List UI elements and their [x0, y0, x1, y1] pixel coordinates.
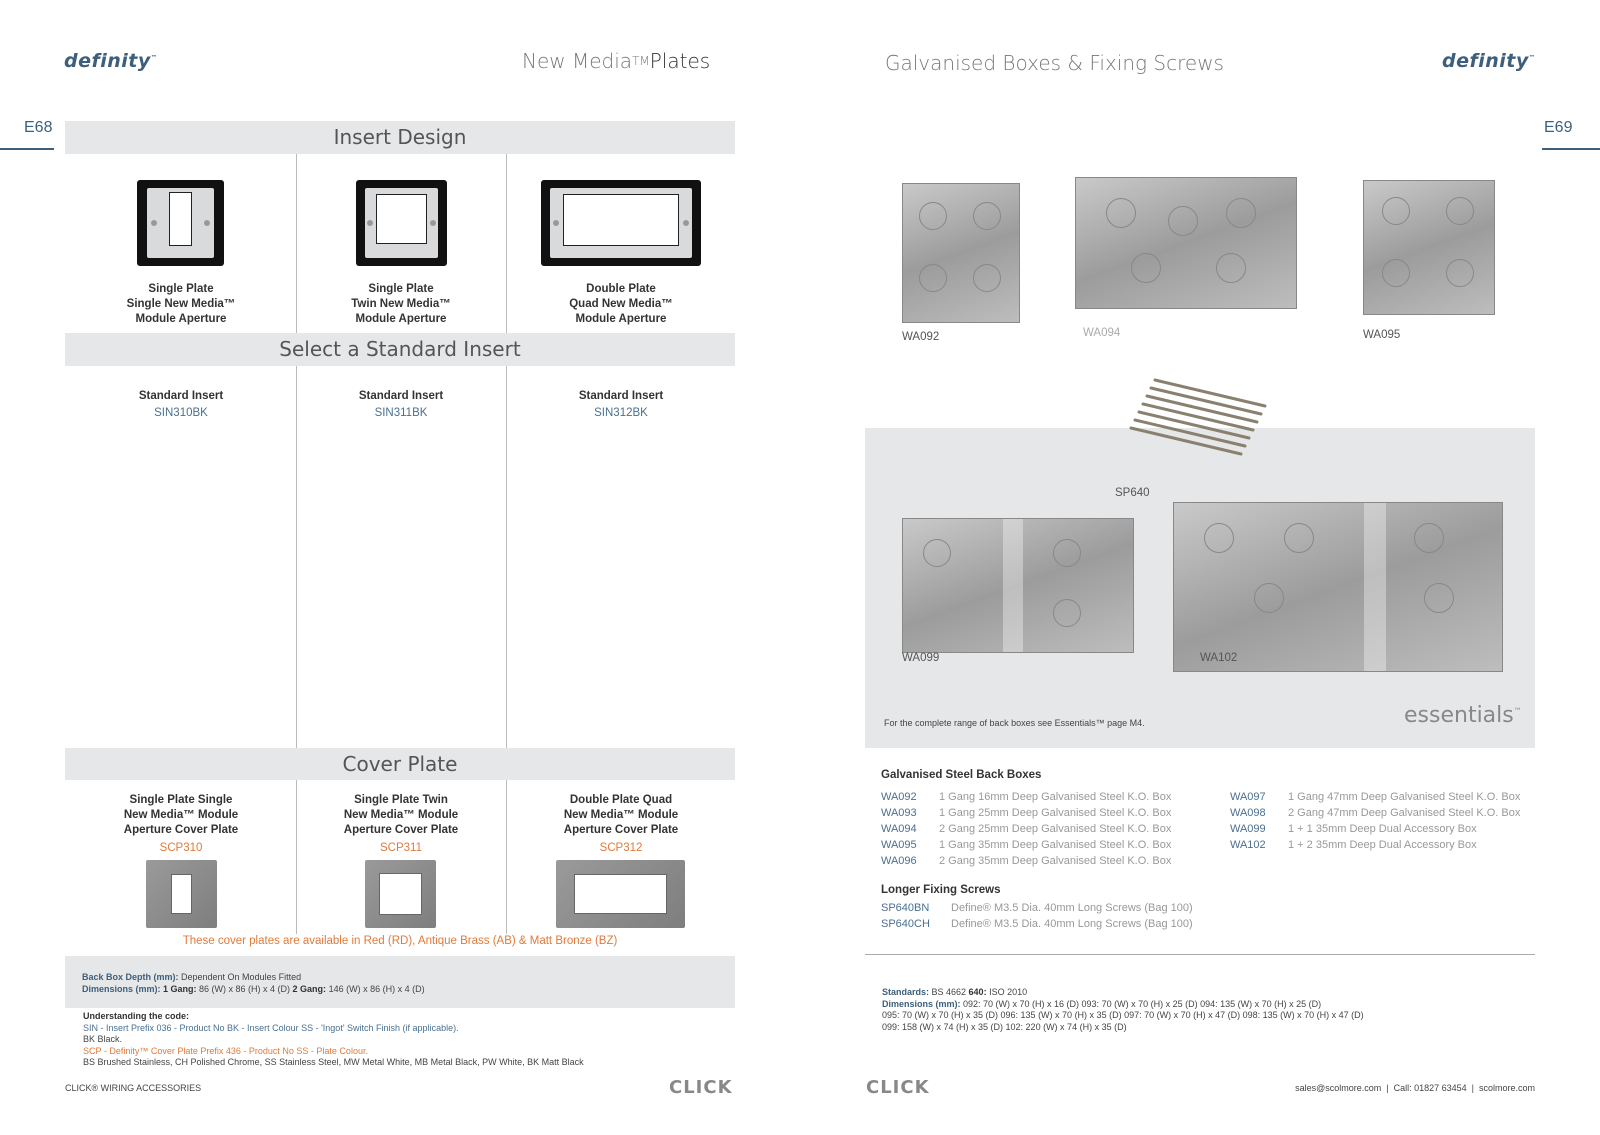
- standard-insert-label-3: Standard Insert: [578, 390, 664, 402]
- list-item: WA092 1 Gang 16mm Deep Galvanised Steel K.O. Box: [881, 791, 1172, 803]
- back-boxes-list-left: [881, 789, 1171, 869]
- definity-logo-right: definity™: [1442, 50, 1536, 72]
- list-item: SP640BN Define® M3.5 Dia. 40mm Long Screws (Bag 100): [881, 902, 1193, 914]
- code-explanation: Understanding the code: SIN - Insert Prefix 036 - Product No BK - Insert Colour SS - 'Ingot' Switch Finish (if applicable). BK Black. SCP - Definity™ Cover Plate Prefix 436 - Product No SS - Plate Colour. BS Brushed Stainless, CH Polished Chrome, SS Stainless Steel, MW Metal White, MB Metal Black, PW White, BK Matt Black: [83, 1011, 584, 1067]
- insert-caption-3: Double Plate Quad New Media™ Module Aperture: [569, 283, 673, 325]
- footer-left: CLICK® WIRING ACCESSORIES: [65, 1083, 202, 1093]
- column-divider: [296, 154, 297, 334]
- page-title-left: New MediaTMPlates: [522, 49, 711, 73]
- cover-code-1: SCP310: [159, 842, 203, 854]
- page-number-right: E69: [1544, 119, 1573, 136]
- list-item: WA099 1 + 1 35mm Deep Dual Accessory Box: [1230, 823, 1477, 835]
- fixing-screws-list: [881, 900, 1193, 932]
- list-item: WA098 2 Gang 47mm Deep Galvanised Steel K.O. Box: [1230, 807, 1521, 819]
- single-aperture-insert-image: [137, 180, 224, 266]
- quad-cover-plate-image: [556, 860, 685, 928]
- page-title-right: Galvanised Boxes & Fixing Screws: [885, 51, 1224, 75]
- dimensions-panel: [65, 956, 735, 1008]
- wa095-label: WA095: [1363, 329, 1401, 341]
- single-cover-plate-image: [146, 860, 217, 928]
- colour-availability-note: These cover plates are available in Red (RD), Antique Brass (AB) & Matt Bronze (BZ): [182, 935, 618, 947]
- definity-logo-left: definity™: [64, 50, 158, 72]
- section-insert-design: Insert Design: [65, 121, 735, 154]
- wa102-box-image: [1173, 502, 1503, 672]
- list-item: WA102 1 + 2 35mm Deep Dual Accessory Box: [1230, 839, 1477, 851]
- dimensions-line: Dimensions (mm): 1 Gang: 86 (W) x 86 (H) x 4 (D) 2 Gang: 146 (W) x 86 (H) x 4 (D): [82, 983, 425, 994]
- back-boxes-heading: Galvanised Steel Back Boxes: [881, 769, 1042, 781]
- list-item: WA094 2 Gang 25mm Deep Galvanised Steel K.O. Box: [881, 823, 1172, 835]
- column-divider: [296, 780, 297, 934]
- column-divider: [506, 366, 507, 748]
- list-item: WA097 1 Gang 47mm Deep Galvanised Steel K.O. Box: [1230, 791, 1521, 803]
- page-number-left: E68: [24, 119, 53, 136]
- column-divider: [506, 154, 507, 334]
- insert-caption-2: Single Plate Twin New Media™ Module Aperture: [351, 283, 451, 325]
- page-number-rule-right: [1542, 148, 1600, 150]
- list-item: SP640CH Define® M3.5 Dia. 40mm Long Screws (Bag 100): [881, 918, 1193, 930]
- wa092-box-image: [902, 183, 1020, 323]
- column-divider: [506, 780, 507, 934]
- fixing-screws-heading: Longer Fixing Screws: [881, 884, 1001, 896]
- twin-aperture-insert-image: [356, 180, 447, 266]
- section-select-standard-insert: Select a Standard Insert: [65, 333, 735, 366]
- quad-aperture-insert-image: [541, 180, 701, 266]
- twin-cover-plate-image: [365, 860, 436, 928]
- cover-caption-2: Single Plate Twin New Media™ Module Aperture Cover Plate: [343, 794, 459, 836]
- standard-insert-code-3: SIN312BK: [594, 407, 648, 419]
- list-item: WA093 1 Gang 25mm Deep Galvanised Steel K.O. Box: [881, 807, 1172, 819]
- back-box-range-note: For the complete range of back boxes see Essentials™ page M4.: [884, 718, 1145, 728]
- sp640-screws-image: [1125, 376, 1270, 461]
- back-boxes-list-right: [1230, 789, 1520, 853]
- cover-caption-3: Double Plate Quad New Media™ Module Aperture Cover Plate: [563, 794, 679, 836]
- standards-and-dimensions: Standards: BS 4662 640: ISO 2010 Dimensions (mm): 092: 70 (W) x 70 (H) x 16 (D) 093: 70 (W) x 70 (H) x 25 (D) 094: 135 (W) x 70 (H) x 25 (D) 095: 70 (W) x 70 (H) x 35 (D) 096: 135 (W) x 70 (H) x 35 (D) 097: 70 (W) x 70 (H) x 47 (D) 098: 135 (W) x 70 (H) x 47 (D) 099: 158 (W) x 74 (H) x 35 (D) 102: 220 (W) x 74 (H) x 35 (D): [882, 987, 1364, 1032]
- backbox-depth-line: Back Box Depth (mm): Dependent On Modules Fitted: [82, 972, 302, 982]
- list-item: WA096 2 Gang 35mm Deep Galvanised Steel K.O. Box: [881, 855, 1172, 867]
- cover-code-2: SCP311: [380, 842, 422, 854]
- list-item: WA095 1 Gang 35mm Deep Galvanised Steel K.O. Box: [881, 839, 1172, 851]
- standard-insert-label-2: Standard Insert: [358, 390, 444, 402]
- column-divider: [296, 366, 297, 748]
- sp640-label: SP640: [1115, 487, 1150, 499]
- contact-footer: sales@scolmore.com | Call: 01827 63454 | scolmore.com: [1295, 1083, 1535, 1093]
- wa102-label: WA102: [1200, 652, 1238, 664]
- insert-caption-1: Single Plate Single New Media™ Module Aperture: [126, 283, 236, 325]
- section-cover-plate: Cover Plate: [65, 748, 735, 780]
- standard-insert-code-2: SIN311BK: [374, 407, 428, 419]
- page-number-rule-left: [0, 148, 54, 150]
- standard-insert-label-1: Standard Insert: [138, 390, 224, 402]
- cover-caption-1: Single Plate Single New Media™ Module Aperture Cover Plate: [123, 794, 239, 836]
- wa095-box-image: [1363, 180, 1495, 315]
- wa099-label: WA099: [902, 652, 940, 664]
- wa099-box-image: [902, 518, 1134, 653]
- essentials-logo: essentials™: [1404, 703, 1522, 728]
- click-logo-left: CLICK: [669, 1077, 733, 1098]
- wa094-box-image: [1075, 177, 1297, 309]
- cover-code-3: SCP312: [599, 842, 643, 854]
- standard-insert-code-1: SIN310BK: [154, 407, 208, 419]
- wa094-label: WA094: [1083, 327, 1121, 339]
- divider-rule: [865, 954, 1535, 955]
- wa092-label: WA092: [902, 331, 940, 343]
- click-logo-right: CLICK: [866, 1077, 930, 1098]
